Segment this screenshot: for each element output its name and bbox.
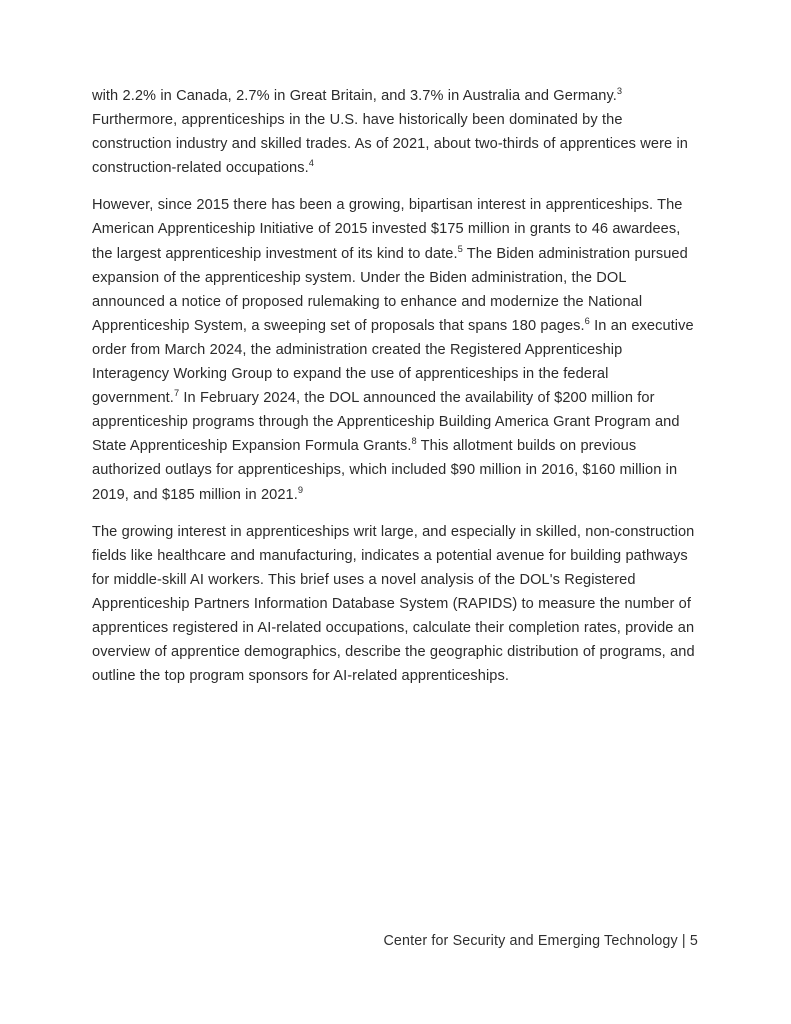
footnote-marker: 6 [584,315,590,326]
footnote-marker: 9 [297,484,304,495]
paragraph-apprenticeship-rates: with 2.2% in Canada, 2.7% in Great Britain, and 3.7% in Australia and Germany.$^3$ Furthermore, apprenticeships in the U.S. have historically been dominated by the construction industry and skilled trades. As of 2021, about two-thirds of apprentices were in construction-related occupations.$^4$ [92,86,688,177]
page-footer: Center for Security and Emerging Technology | 5 [383,933,698,949]
page-body [92,84,698,688]
footnote-marker: 8 [411,436,417,447]
paragraph-brief-overview: The growing interest in apprenticeships writ large, and especially in skilled, non-construction fields like healthcare and manufacturing, indicates a potential avenue for building pathways for middle-skill AI workers. This brief uses a novel analysis of the DOL's Registered Apprenticeship Partners Information Database System (RAPIDS) to measure the number of apprentices registered in AI-related occupations, calculate their completion rates, provide an overview of apprentice demographics, describe the geographic distribution of programs, and outline the top program sponsors for AI-related apprenticeships. [92,523,695,685]
footnote-marker: 3 [616,86,623,97]
footnote-marker: 5 [457,243,463,254]
footnote-marker: 4 [308,158,314,169]
footnote-marker: 7 [173,388,180,399]
paragraph-bipartisan-interest: However, since 2015 there has been a growing, bipartisan interest in apprenticeships. The American Apprenticeship Initiative of 2015 invested $175 million in grants to 46 awardees, the largest apprenticeship investment of its kind to date.$^5$ The Biden administration pursued expansion of the apprenticeship system. Under the Biden administration, the DOL announced a notice of proposed rulemaking to enhance and modernize the National Apprenticeship System, a sweeping set of proposals that spans 180 pages.$^6$ In an executive order from March 2024, the administration created the Registered Apprenticeship Interagency Working Group to expand the use of apprenticeships in the federal government.$^7$ In February 2024, the DOL announced the availability of $200 million for apprenticeship programs through the Apprenticeship Building America Grant Program and State Apprenticeship Expansion Formula Grants.$^8$ This allotment builds on previous authorized outlays for apprenticeships, which included $90 million in 2016, $160 million in 2019, and $185 million in 2021.$^9$ [92,197,694,503]
